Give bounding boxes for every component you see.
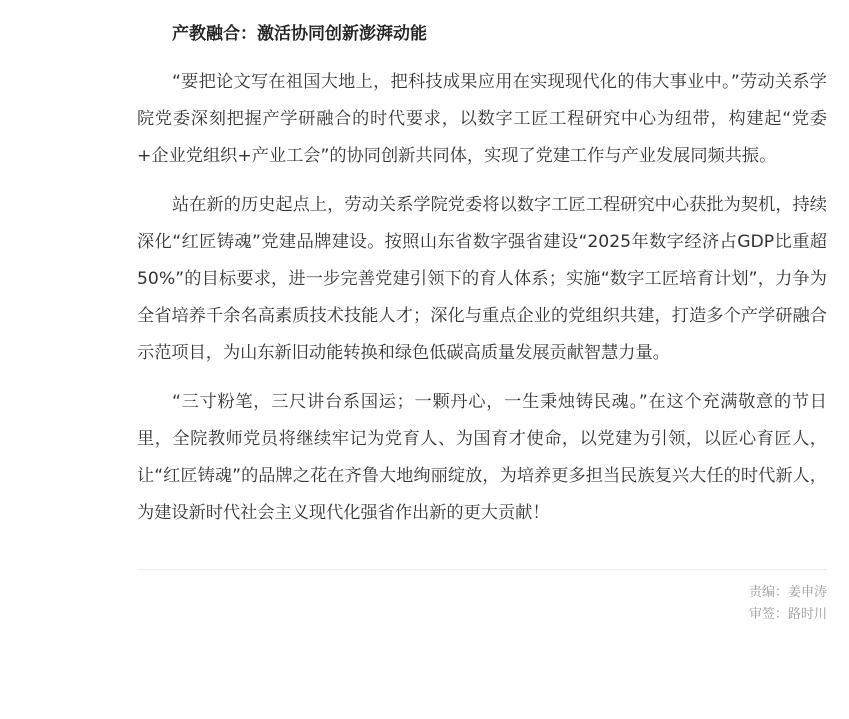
- article-body: [137, 0, 827, 626]
- article-paragraph-3: “三寸粉笔，三尺讲台系国运；一颗丹心，一生秉烛铸民魂。”在这个充满敬意的节日里，全院教师党员将继续牢记为党育人、为国育才使命，以党建为引领，以匠心育匠人，让“红匠铸魂”的品牌之花在齐鲁大地绚丽绽放，为培养更多担当民族复兴大任的时代新人，为建设新时代社会主义现代化强省作出新的更大贡献！: [137, 392, 827, 523]
- article-paragraph-2: 站在新的历史起点上，劳动关系学院党委将以数字工匠工程研究中心获批为契机，持续深化“红匠铸魂”党建品牌建设。按照山东省数字强省建设“2025年数字经济占GDP比重超50%”的目标要求，进一步完善党建引领下的育人体系；实施“数字工匠培育计划”，力争为全省培养千余名高素质技术技能人才；深化与重点企业的党组织共建，打造多个产学研融合示范项目，为山东新旧动能转换和绿色低碳高质量发展贡献智慧力量。: [137, 195, 827, 363]
- editor-credit: 责编：姜申涛: [748, 585, 827, 600]
- section-heading: 产教融合：激活协同创新澎湃动能: [172, 24, 427, 44]
- article-credits: [137, 582, 827, 626]
- article-divider: [137, 569, 827, 570]
- reviewer-credit: 审签：路时川: [748, 607, 827, 622]
- article-paragraph-1: “要把论文写在祖国大地上，把科技成果应用在实现现代化的伟大事业中。”劳动关系学院党委深刻把握产学研融合的时代要求，以数字工匠工程研究中心为纽带，构建起“党委+企业党组织+产业工会”的协同创新共同体，实现了党建工作与产业发展同频共振。: [137, 72, 827, 166]
